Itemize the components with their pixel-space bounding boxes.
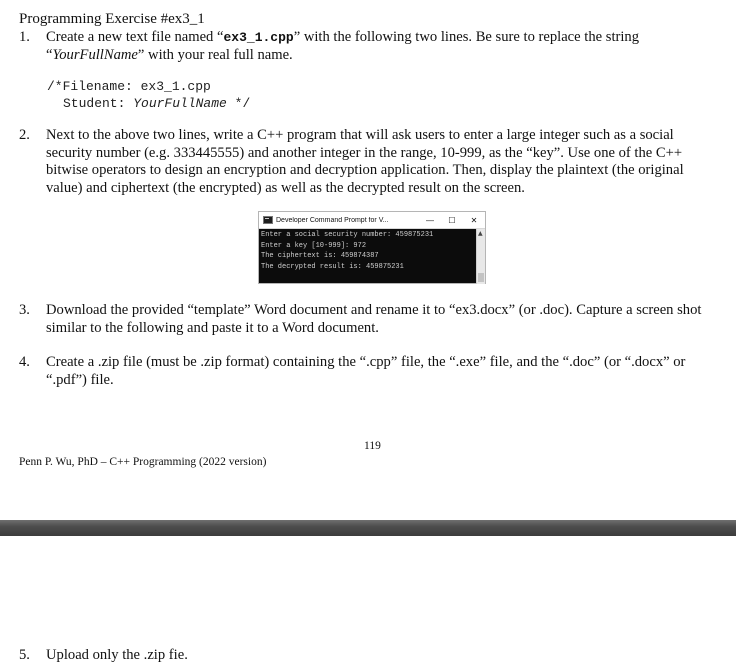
code-line-1: /*Filename: ex3_1.cpp xyxy=(47,79,211,94)
exercise-title: Programming Exercise #ex3_1 xyxy=(19,11,205,27)
item-text: Download the provided “template” Word document and rename it to “ex3.docx” (or .doc). Capture a screen shot similar to the following and paste it to a Word document. xyxy=(46,302,702,336)
item-number: 4. xyxy=(19,354,30,370)
console-scrollbar xyxy=(476,229,485,284)
console-line: The ciphertext is: 459874387 xyxy=(261,252,379,260)
instruction-item-1 xyxy=(19,29,719,65)
code-snippet xyxy=(47,78,250,112)
console-line: The decrypted result is: 459875231 xyxy=(261,262,404,271)
scroll-up-icon: ▲ xyxy=(478,230,483,237)
instruction-item-3 xyxy=(19,302,719,338)
maximize-icon: ☐ xyxy=(448,215,456,225)
console-line: Enter a social security number: 459875231 xyxy=(261,231,434,239)
instruction-item-4 xyxy=(19,354,719,390)
console-output xyxy=(259,229,477,284)
close-icon: ✕ xyxy=(470,215,478,225)
item-text: Next to the above two lines, write a C++ program that will ask users to enter a large integer such as a social security number (e.g. 333445555) and another integer in the range, 10-999, as the “key”. Use one of the C++ bitwise operators to design an encryption and decryption application. Then, display the plaintext (the original value) and ciphertext (the encrypted) as well as the decrypted result on the screen. xyxy=(46,127,684,196)
page-separator xyxy=(0,520,736,536)
instruction-item-2 xyxy=(19,127,719,199)
console-app-icon xyxy=(263,216,273,224)
page-footer: Penn P. Wu, PhD – C++ Programming (2022 version) xyxy=(19,456,267,468)
minimize-icon: — xyxy=(426,215,434,225)
instruction-item-5 xyxy=(19,647,719,665)
page-number: 119 xyxy=(364,440,381,452)
item-number: 1. xyxy=(19,29,30,45)
console-window-screenshot xyxy=(258,211,486,284)
item-text: Upload only the .zip fie. xyxy=(46,647,188,663)
placeholder-name-text: YourFullName xyxy=(52,46,138,63)
scroll-thumb xyxy=(478,273,484,282)
document-page-2 xyxy=(0,536,736,670)
console-title: Developer Command Prompt for V... xyxy=(276,216,389,224)
item-text: Create a new text file named “ex3_1.cpp” with the following two lines. Be sure to replace the string “YourFullName” with your real full name. xyxy=(46,29,640,63)
console-line: Enter a key [10-999]: 972 xyxy=(261,241,367,250)
code-line-2: Student: YourFullName */ xyxy=(63,96,251,111)
console-titlebar xyxy=(259,212,485,229)
item-number: 5. xyxy=(19,647,30,663)
item-number: 3. xyxy=(19,302,30,318)
item-text: Create a .zip file (must be .zip format) containing the “.cpp” file, the “.exe” file, and the “.doc” (or “.docx” or “.pdf”) file. xyxy=(46,354,686,388)
filename-text: ex3_1.cpp xyxy=(223,30,294,45)
item-number: 2. xyxy=(19,127,30,143)
